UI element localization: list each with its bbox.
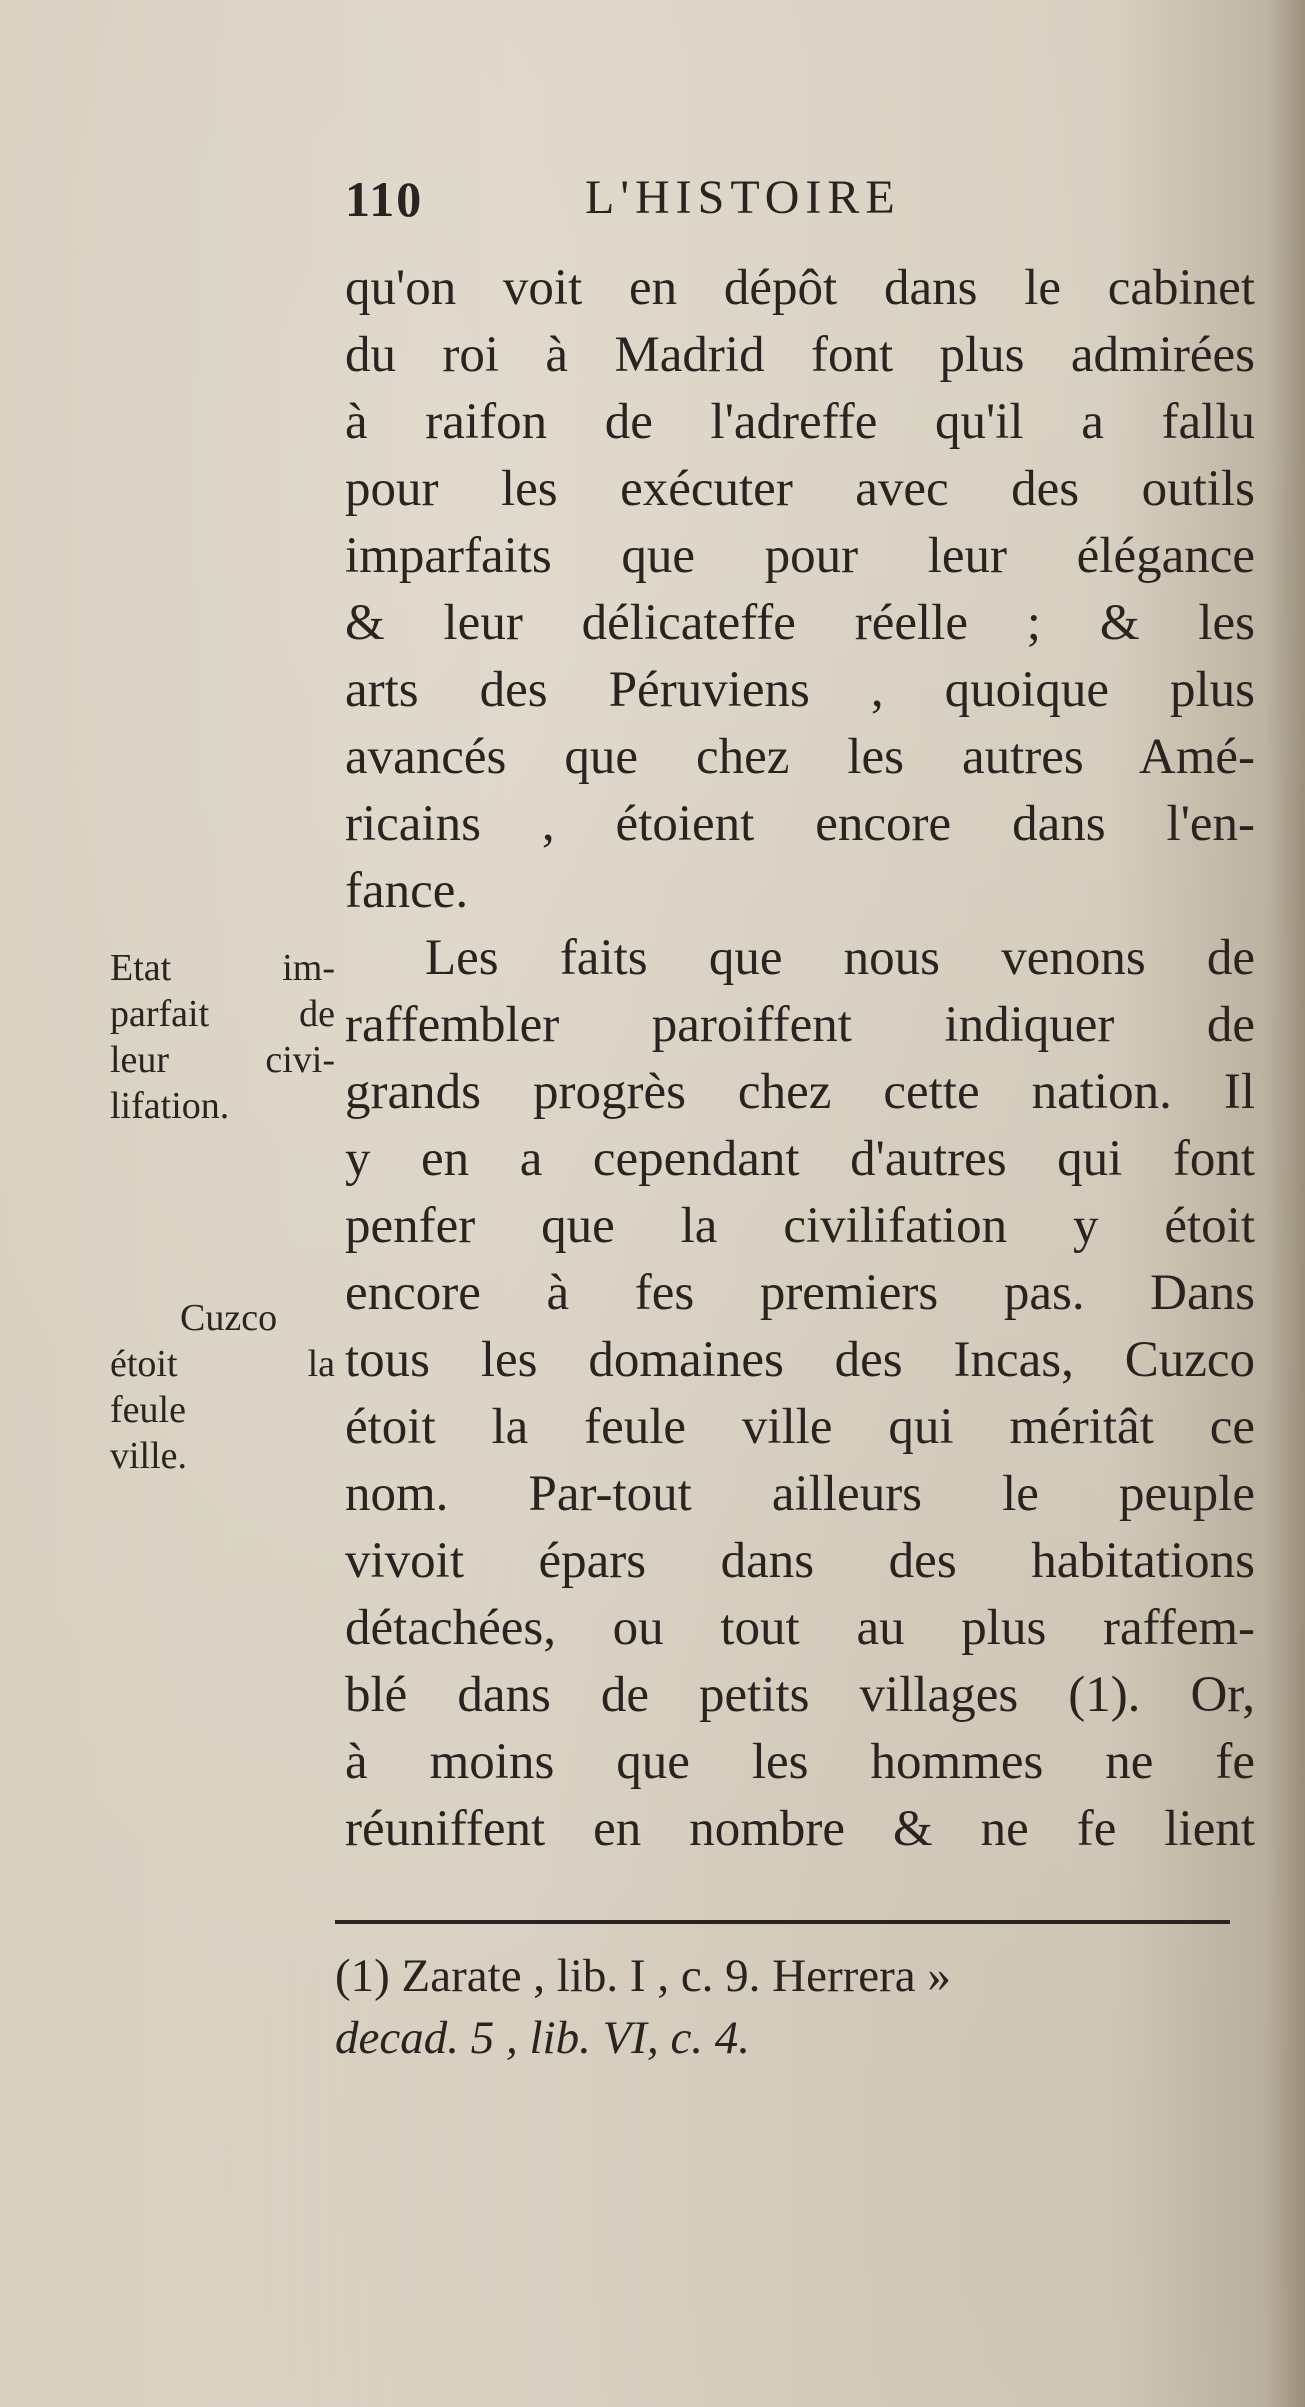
body-line: à raifon de l'adreffe qu'il a fallu	[345, 394, 1255, 450]
body-line: étoit la feule ville qui méritât ce	[345, 1399, 1255, 1455]
body-line: ricains , étoient encore dans l'en-	[345, 796, 1255, 852]
body-line: du roi à Madrid font plus admirées	[345, 327, 1255, 383]
footnote-line: (1) Zarate , lib. I , c. 9. Herrera »	[335, 1950, 951, 2002]
body-line: qu'on voit en dépôt dans le cabinet	[345, 260, 1255, 316]
margin-note-line: étoit la	[110, 1343, 335, 1385]
margin-note-line: Etat im-	[110, 947, 335, 989]
footnote	[335, 1945, 1265, 2069]
body-line: blé dans de petits villages (1). Or,	[345, 1667, 1255, 1723]
margin-note-cuzco	[110, 1295, 335, 1479]
margin-note-line: ville.	[110, 1435, 188, 1477]
margin-note-line: parfait de	[110, 993, 335, 1035]
footnote-line: decad. 5 , lib. VI, c. 4.	[335, 2012, 751, 2064]
body-line: grands progrès chez cette nation. Il	[345, 1064, 1255, 1120]
margin-note-line: feule	[110, 1389, 186, 1431]
body-line: encore à fes premiers pas. Dans	[345, 1265, 1255, 1321]
body-line: fance.	[345, 863, 469, 919]
page-header	[345, 170, 1245, 240]
body-line: réuniffent en nombre & ne fe lient	[345, 1801, 1255, 1857]
body-line: à moins que les hommes ne fe	[345, 1734, 1255, 1790]
body-line: Les faits que nous venons de	[425, 930, 1255, 986]
body-line: & leur délicateffe réelle ; & les	[345, 595, 1255, 651]
body-line: tous les domaines des Incas, Cuzco	[345, 1332, 1255, 1388]
body-line: pour les exécuter avec des outils	[345, 461, 1255, 517]
footnote-rule	[335, 1920, 1230, 1924]
body-line: nom. Par-tout ailleurs le peuple	[345, 1466, 1255, 1522]
body-text	[345, 255, 1255, 1863]
margin-note-line: lifation.	[110, 1085, 230, 1127]
page-number: 110	[345, 171, 424, 227]
body-line: penfer que la civilifation y étoit	[345, 1198, 1255, 1254]
margin-note-line: Cuzco	[180, 1297, 278, 1339]
margin-note-line: leur civi-	[110, 1039, 335, 1081]
body-line: détachées, ou tout au plus raffem-	[345, 1600, 1255, 1656]
body-line: raffembler paroiffent indiquer de	[345, 997, 1255, 1053]
running-title: L'HISTOIRE	[585, 171, 901, 224]
margin-note-etat	[110, 945, 335, 1129]
body-line: y en a cependant d'autres qui font	[345, 1131, 1255, 1187]
body-line: avancés que chez les autres Amé-	[345, 729, 1255, 785]
body-line: vivoit épars dans des habitations	[345, 1533, 1255, 1589]
body-line: arts des Péruviens , quoique plus	[345, 662, 1255, 718]
body-line: imparfaits que pour leur élégance	[345, 528, 1255, 584]
